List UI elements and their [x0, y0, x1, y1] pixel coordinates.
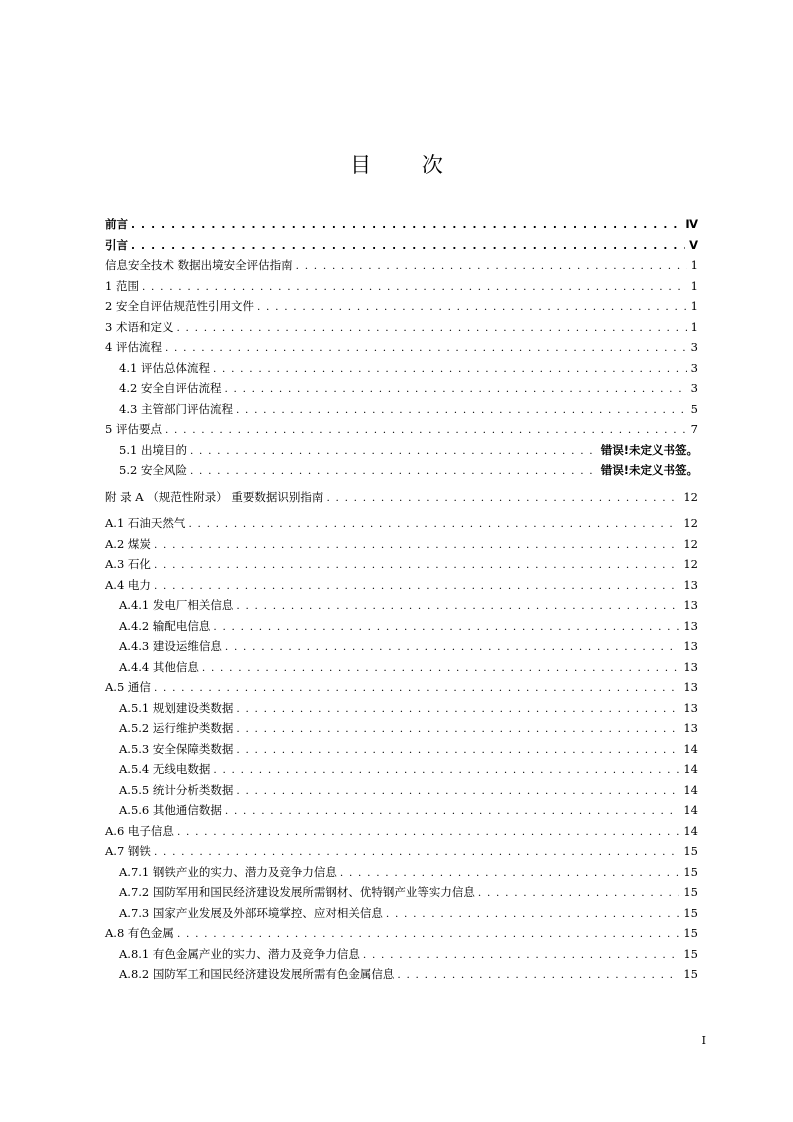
toc-entry[interactable]: [105, 235, 698, 256]
toc-entry-page: 13: [683, 577, 698, 592]
toc-leader-dots: [154, 576, 679, 597]
toc-entry-page: 13: [683, 680, 698, 694]
toc-entry-page: 13: [683, 721, 698, 735]
toc-leader-dots: [177, 822, 679, 843]
toc-entry-label: A.5.6 其他通信数据: [119, 803, 222, 817]
toc-leader-dots: [225, 801, 679, 822]
toc-entry-label: A.5.5 统计分析类数据: [119, 782, 234, 797]
toc-entry-label: A.7.2 国防军用和国民经济建设发展所需钢材、优特钢产业等实力信息: [119, 885, 475, 899]
toc-entry-page: 3: [690, 381, 698, 395]
toc-entry[interactable]: [105, 317, 698, 338]
toc-leader-dots: [386, 904, 679, 925]
toc-leader-dots: [236, 740, 679, 761]
toc-leader-dots: [165, 338, 687, 359]
toc-entry-page: 7: [690, 422, 698, 436]
toc-entry[interactable]: [105, 780, 698, 801]
toc-entry-label: 4.3 主管部门评估流程: [119, 401, 233, 416]
toc-entry-page: 15: [683, 967, 698, 981]
toc-leader-dots: [236, 719, 679, 740]
toc-entry[interactable]: [105, 759, 698, 780]
toc-entry-label: A.3 石化: [105, 557, 151, 571]
toc-entry-label: 4.2 安全自评估流程: [119, 381, 222, 395]
toc-entry-label: 4 评估流程: [105, 340, 162, 354]
toc-entry-page: 12: [683, 516, 698, 530]
toc-entry[interactable]: [105, 554, 698, 575]
toc-entry-label: A.4.1 发电厂相关信息: [119, 598, 234, 612]
toc-entry-page: 13: [683, 598, 698, 612]
toc-entry-page: 3: [690, 360, 698, 375]
toc-entry-page: Ⅴ: [689, 237, 698, 252]
toc-entry-label: 2 安全自评估规范性引用文件: [105, 299, 254, 313]
toc-leader-dots: [131, 236, 685, 257]
toc-entry[interactable]: [105, 419, 698, 440]
toc-entry[interactable]: [105, 841, 698, 862]
toc-entry-page: 14: [683, 741, 698, 756]
toc-entry[interactable]: [105, 964, 698, 985]
toc-entry-label: A.4.4 其他信息: [119, 659, 199, 674]
toc-entry-label: 信息安全技术 数据出境安全评估指南: [105, 258, 293, 272]
toc-entry-page: 5: [690, 401, 698, 416]
toc-entry-page: 1: [690, 319, 698, 334]
toc-leader-dots: [165, 420, 687, 441]
toc-leader-dots: [363, 945, 679, 966]
toc-entry-page: 12: [683, 489, 698, 504]
toc-entry-page: 15: [683, 926, 698, 940]
toc-entry[interactable]: [105, 800, 698, 821]
toc-leader-dots: [397, 965, 679, 986]
toc-entry[interactable]: [105, 862, 698, 883]
toc-entry-label: 5 评估要点: [105, 422, 162, 436]
toc-entry[interactable]: [105, 821, 698, 842]
toc-entry-label: A.8.1 有色金属产业的实力、潜力及竞争力信息: [119, 946, 360, 961]
toc-entry-label: A.4.3 建设运维信息: [119, 639, 222, 653]
toc-entry[interactable]: [105, 214, 698, 235]
toc-entry-label: A.5.3 安全保障类数据: [119, 741, 234, 756]
toc-entry-label: 1 范围: [105, 278, 139, 293]
toc-entry-label: A.7 钢铁: [105, 844, 151, 858]
toc-entry-page: 15: [683, 864, 698, 879]
toc-entry-label: 5.2 安全风险: [119, 463, 187, 477]
toc-entry-label: A.4.2 输配电信息: [119, 618, 211, 633]
toc-entry-page: 14: [683, 823, 698, 838]
toc-leader-dots: [188, 514, 679, 535]
toc-entry-label: A.5 通信: [105, 680, 151, 694]
toc-entry[interactable]: [105, 534, 698, 555]
toc-entry-label: 引言: [105, 237, 128, 252]
toc-entry-page: 13: [683, 700, 698, 715]
toc-entry[interactable]: [105, 698, 698, 719]
toc-entry-label: A.6 电子信息: [105, 823, 174, 838]
toc-leader-dots: [225, 637, 679, 658]
toc-entry-page: 15: [683, 885, 698, 899]
toc-entry[interactable]: [105, 337, 698, 358]
toc-entry[interactable]: [105, 276, 698, 297]
toc-entry-label: A.8.2 国防军工和国民经济建设发展所需有色金属信息: [119, 967, 395, 981]
toc-leader-dots: [154, 535, 679, 556]
toc-entry[interactable]: [105, 575, 698, 596]
toc-entry[interactable]: [105, 903, 698, 924]
toc-entry[interactable]: [105, 718, 698, 739]
toc-entry[interactable]: [105, 595, 698, 616]
toc-entry-page: Ⅳ: [685, 217, 698, 231]
toc-leader-dots: [190, 441, 597, 462]
toc-entry-label: A.1 石油天然气: [105, 516, 186, 530]
toc-leader-dots: [213, 617, 679, 638]
toc-entry-page: 错误!未定义书签。: [600, 442, 698, 457]
toc-entry[interactable]: [105, 487, 698, 508]
toc-leader-dots: [326, 488, 679, 509]
toc-entry[interactable]: [105, 296, 698, 317]
toc-entry[interactable]: [105, 944, 698, 965]
toc-entry-label: 4.1 评估总体流程: [119, 360, 210, 375]
toc-leader-dots: [176, 318, 686, 339]
toc-entry[interactable]: [105, 399, 698, 420]
toc-entry[interactable]: [105, 460, 698, 481]
toc-entry-page: 3: [690, 340, 698, 354]
toc-entry-page: 14: [683, 762, 698, 776]
toc-entry-label: 5.1 出境目的: [119, 442, 187, 457]
toc-leader-dots: [190, 461, 597, 482]
toc-entry-label: A.2 煤炭: [105, 536, 151, 551]
toc-leader-dots: [236, 781, 679, 802]
table-of-contents: [105, 214, 698, 985]
toc-leader-dots: [154, 678, 679, 699]
toc-entry-page: 1: [690, 299, 698, 313]
toc-title: 目 次: [350, 153, 465, 177]
toc-leader-dots: [142, 277, 687, 298]
toc-entry[interactable]: [105, 739, 698, 760]
toc-entry-page: 14: [683, 803, 698, 817]
toc-entry-label: A.4 电力: [105, 577, 151, 592]
toc-entry-page: 14: [683, 782, 698, 797]
toc-entry[interactable]: [105, 378, 698, 399]
toc-entry-page: 15: [683, 905, 698, 920]
toc-entry-label: A.5.2 运行维护类数据: [119, 721, 234, 735]
toc-entry-page: 1: [690, 258, 698, 272]
toc-entry[interactable]: [105, 636, 698, 657]
toc-entry-label: A.7.3 国家产业发展及外部环境掌控、应对相关信息: [119, 905, 383, 920]
toc-leader-dots: [213, 760, 679, 781]
toc-entry-page: 错误!未定义书签。: [600, 463, 698, 477]
toc-entry[interactable]: [105, 923, 698, 944]
toc-leader-dots: [340, 863, 679, 884]
toc-entry-label: A.8 有色金属: [105, 926, 174, 940]
toc-entry[interactable]: [105, 677, 698, 698]
toc-leader-dots: [236, 400, 687, 421]
toc-entry-label: A.5.4 无线电数据: [119, 762, 211, 776]
toc-entry-label: 前言: [105, 217, 128, 231]
toc-entry-page: 12: [683, 557, 698, 571]
toc-entry-page: 12: [683, 536, 698, 551]
toc-entry-page: 13: [683, 659, 698, 674]
toc-entry-page: 15: [683, 946, 698, 961]
toc-entry-page: 13: [683, 618, 698, 633]
toc-entry-label: 附 录 A （规范性附录） 重要数据识别指南: [105, 489, 324, 504]
toc-entry-page: 1: [690, 278, 698, 293]
toc-leader-dots: [154, 555, 679, 576]
toc-entry[interactable]: [105, 255, 698, 276]
toc-leader-dots: [202, 658, 679, 679]
toc-entry[interactable]: [105, 358, 698, 379]
toc-leader-dots: [236, 596, 679, 617]
toc-leader-dots: [154, 842, 679, 863]
toc-entry[interactable]: [105, 616, 698, 637]
toc-entry[interactable]: [105, 513, 698, 534]
toc-entry[interactable]: [105, 440, 698, 461]
toc-leader-dots: [213, 359, 687, 380]
toc-leader-dots: [177, 924, 679, 945]
toc-entry-label: A.5.1 规划建设类数据: [119, 700, 234, 715]
toc-leader-dots: [236, 699, 679, 720]
toc-leader-dots: [131, 215, 681, 236]
toc-entry-label: A.7.1 钢铁产业的实力、潜力及竞争力信息: [119, 864, 337, 879]
toc-entry-label: 3 术语和定义: [105, 319, 174, 334]
toc-leader-dots: [296, 256, 687, 277]
toc-leader-dots: [478, 883, 679, 904]
toc-entry-page: 15: [683, 844, 698, 858]
toc-leader-dots: [257, 297, 687, 318]
toc-entry-page: 13: [683, 639, 698, 653]
toc-entry[interactable]: [105, 657, 698, 678]
toc-leader-dots: [224, 379, 686, 400]
page-number: I: [701, 1034, 706, 1047]
toc-entry[interactable]: [105, 882, 698, 903]
